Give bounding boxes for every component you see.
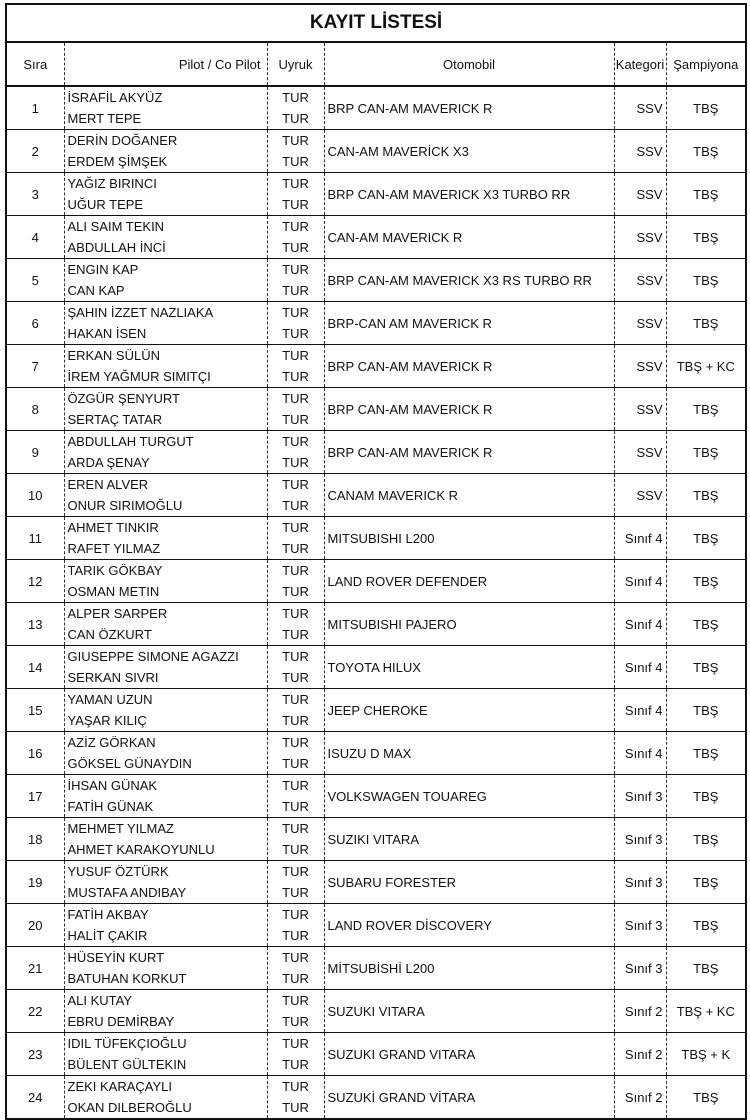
category: Sınıf 4 [614, 689, 666, 732]
copilot-name: YAŞAR KILIÇ [67, 713, 147, 728]
copilot-nationality: TUR [282, 1100, 309, 1115]
pilot-name: AHMET TINKIR [67, 520, 159, 535]
table-row [6, 990, 746, 1033]
crew-cell [64, 86, 267, 130]
copilot-nationality: TUR [282, 154, 309, 169]
entry-list-sheet [5, 3, 745, 1120]
entry-number: 24 [6, 1076, 64, 1120]
category: Sınıf 2 [614, 990, 666, 1033]
pilot-nationality: TUR [282, 993, 309, 1008]
nationality-cell [267, 603, 324, 646]
crew-cell [64, 474, 267, 517]
nationality-cell [267, 646, 324, 689]
copilot-name: RAFET YILMAZ [67, 541, 161, 556]
pilot-nationality: TUR [282, 950, 309, 965]
crew-cell [64, 904, 267, 947]
copilot-name: ABDULLAH İNCİ [67, 240, 166, 255]
table-row [6, 1076, 746, 1120]
entry-number: 10 [6, 474, 64, 517]
nationality-cell [267, 302, 324, 345]
car-model: MİTSUBİSHİ L200 [324, 947, 614, 990]
crew-cell [64, 302, 267, 345]
entry-number: 15 [6, 689, 64, 732]
championship: TBŞ [666, 560, 746, 603]
copilot-name: SERKAN SIVRI [67, 670, 159, 685]
copilot-nationality: TUR [282, 197, 309, 212]
crew-cell [64, 216, 267, 259]
table-row [6, 732, 746, 775]
pilot-nationality: TUR [282, 176, 309, 191]
championship: TBŞ + KC [666, 990, 746, 1033]
nationality-cell [267, 990, 324, 1033]
nationality-cell [267, 947, 324, 990]
nationality-cell [267, 775, 324, 818]
pilot-nationality: TUR [282, 1079, 309, 1094]
car-model: BRP CAN-AM MAVERICK R [324, 388, 614, 431]
category: SSV [614, 474, 666, 517]
copilot-nationality: TUR [282, 369, 309, 384]
copilot-nationality: TUR [282, 326, 309, 341]
entry-number: 6 [6, 302, 64, 345]
copilot-name: ERDEM ŞİMŞEK [67, 154, 168, 169]
championship: TBŞ [666, 732, 746, 775]
pilot-name: IDIL TÜFEKÇIOĞLU [67, 1036, 187, 1051]
pilot-nationality: TUR [282, 649, 309, 664]
pilot-nationality: TUR [282, 348, 309, 363]
crew-cell [64, 388, 267, 431]
header-kategori: Kategori [614, 42, 666, 86]
car-model: LAND ROVER DİSCOVERY [324, 904, 614, 947]
category: SSV [614, 302, 666, 345]
copilot-name: CAN ÖZKURT [67, 627, 152, 642]
car-model: MITSUBISHI L200 [324, 517, 614, 560]
crew-cell [64, 775, 267, 818]
table-row [6, 818, 746, 861]
entry-number: 12 [6, 560, 64, 603]
car-model: BRP CAN-AM MAVERICK X3 RS TURBO RR [324, 259, 614, 302]
entry-number: 4 [6, 216, 64, 259]
entry-number: 14 [6, 646, 64, 689]
table-row [6, 775, 746, 818]
copilot-name: AHMET KARAKOYUNLU [67, 842, 215, 857]
category: SSV [614, 130, 666, 173]
table-row [6, 689, 746, 732]
pilot-name: MEHMET YILMAZ [67, 821, 174, 836]
crew-cell [64, 689, 267, 732]
car-model: SUZIKI VITARA [324, 818, 614, 861]
car-model: JEEP CHEROKE [324, 689, 614, 732]
copilot-name: HAKAN İSEN [67, 326, 147, 341]
championship: TBŞ [666, 646, 746, 689]
header-otomobil: Otomobil [324, 42, 614, 86]
copilot-name: İREM YAĞMUR SIMITÇI [67, 369, 211, 384]
championship: TBŞ [666, 517, 746, 560]
category: SSV [614, 431, 666, 474]
pilot-nationality: TUR [282, 907, 309, 922]
championship: TBŞ [666, 130, 746, 173]
copilot-nationality: TUR [282, 455, 309, 470]
pilot-name: ŞAHIN İZZET NAZLIAKA [67, 305, 214, 320]
category: SSV [614, 216, 666, 259]
pilot-nationality: TUR [282, 606, 309, 621]
crew-cell [64, 345, 267, 388]
table-row [6, 302, 746, 345]
category: Sınıf 4 [614, 732, 666, 775]
copilot-name: ONUR SIRIMOĞLU [67, 498, 183, 513]
car-model: BRP CAN-AM MAVERICK R [324, 86, 614, 130]
table-row [6, 431, 746, 474]
championship: TBŞ [666, 173, 746, 216]
table-row [6, 216, 746, 259]
header-pilot: Pilot / Co Pilot [64, 42, 267, 86]
pilot-name: ÖZGÜR ŞENYURT [67, 391, 180, 406]
pilot-nationality: TUR [282, 1036, 309, 1051]
copilot-nationality: TUR [282, 713, 309, 728]
table-row [6, 904, 746, 947]
category: Sınıf 2 [614, 1033, 666, 1076]
crew-cell [64, 732, 267, 775]
championship: TBŞ [666, 474, 746, 517]
crew-cell [64, 259, 267, 302]
entry-number: 9 [6, 431, 64, 474]
copilot-name: OSMAN METIN [67, 584, 160, 599]
category: SSV [614, 173, 666, 216]
championship: TBŞ [666, 775, 746, 818]
pilot-name: ZEKI KARAÇAYLI [67, 1079, 173, 1094]
car-model: BRP CAN-AM MAVERICK R [324, 345, 614, 388]
pilot-nationality: TUR [282, 520, 309, 535]
pilot-nationality: TUR [282, 262, 309, 277]
copilot-name: BATUHAN KORKUT [67, 971, 187, 986]
copilot-name: CAN KAP [67, 283, 125, 298]
copilot-nationality: TUR [282, 756, 309, 771]
car-model: BRP CAN-AM MAVERICK R [324, 431, 614, 474]
pilot-name: AZİZ GÖRKAN [67, 735, 156, 750]
crew-cell [64, 517, 267, 560]
crew-cell [64, 173, 267, 216]
table-row [6, 1033, 746, 1076]
table-row [6, 345, 746, 388]
car-model: SUZUKİ GRAND VİTARA [324, 1076, 614, 1120]
car-model: TOYOTA HILUX [324, 646, 614, 689]
category: SSV [614, 388, 666, 431]
car-model: CAN-AM MAVERİCK X3 [324, 130, 614, 173]
copilot-name: MERT TEPE [67, 111, 142, 126]
pilot-name: EREN ALVER [67, 477, 149, 492]
nationality-cell [267, 1076, 324, 1120]
championship: TBŞ [666, 818, 746, 861]
car-model: SUBARU FORESTER [324, 861, 614, 904]
crew-cell [64, 861, 267, 904]
nationality-cell [267, 1033, 324, 1076]
championship: TBŞ [666, 216, 746, 259]
copilot-name: FATİH GÜNAK [67, 799, 154, 814]
copilot-name: SERTAÇ TATAR [67, 412, 163, 427]
category: Sınıf 2 [614, 1076, 666, 1120]
entry-list-table [5, 3, 747, 1120]
nationality-cell [267, 86, 324, 130]
pilot-name: TARIK GÖKBAY [67, 563, 163, 578]
entry-number: 5 [6, 259, 64, 302]
nationality-cell [267, 259, 324, 302]
copilot-nationality: TUR [282, 240, 309, 255]
crew-cell [64, 990, 267, 1033]
nationality-cell [267, 173, 324, 216]
pilot-name: YAĞIZ BIRINCI [67, 176, 157, 191]
car-model: BRP-CAN AM MAVERICK R [324, 302, 614, 345]
category: SSV [614, 86, 666, 130]
pilot-name: ERKAN SÜLÜN [67, 348, 160, 363]
pilot-nationality: TUR [282, 563, 309, 578]
championship: TBŞ [666, 947, 746, 990]
nationality-cell [267, 732, 324, 775]
nationality-cell [267, 216, 324, 259]
category: Sınıf 4 [614, 646, 666, 689]
nationality-cell [267, 904, 324, 947]
car-model: ISUZU D MAX [324, 732, 614, 775]
table-row [6, 474, 746, 517]
pilot-nationality: TUR [282, 434, 309, 449]
page-title: KAYIT LİSTESİ [6, 4, 746, 42]
copilot-name: EBRU DEMİRBAY [67, 1014, 175, 1029]
table-row [6, 560, 746, 603]
category: SSV [614, 259, 666, 302]
car-model: LAND ROVER DEFENDER [324, 560, 614, 603]
copilot-nationality: TUR [282, 1057, 309, 1072]
championship: TBŞ [666, 904, 746, 947]
pilot-name: ENGIN KAP [67, 262, 139, 277]
pilot-name: YAMAN UZUN [67, 692, 153, 707]
table-row [6, 86, 746, 130]
championship: TBŞ [666, 689, 746, 732]
pilot-nationality: TUR [282, 692, 309, 707]
championship: TBŞ [666, 259, 746, 302]
entry-number: 3 [6, 173, 64, 216]
nationality-cell [267, 818, 324, 861]
pilot-name: ALPER SARPER [67, 606, 168, 621]
crew-cell [64, 431, 267, 474]
pilot-name: İHSAN GÜNAK [67, 778, 158, 793]
pilot-name: HÜSEYİN KURT [67, 950, 165, 965]
copilot-name: GÖKSEL GÜNAYDIN [67, 756, 192, 771]
pilot-nationality: TUR [282, 821, 309, 836]
pilot-nationality: TUR [282, 391, 309, 406]
car-model: CANAM MAVERICK R [324, 474, 614, 517]
copilot-nationality: TUR [282, 283, 309, 298]
pilot-name: ALI SAIM TEKIN [67, 219, 165, 234]
pilot-nationality: TUR [282, 735, 309, 750]
entry-number: 17 [6, 775, 64, 818]
car-model: MITSUBISHI PAJERO [324, 603, 614, 646]
table-row [6, 173, 746, 216]
crew-cell [64, 818, 267, 861]
copilot-nationality: TUR [282, 928, 309, 943]
pilot-nationality: TUR [282, 219, 309, 234]
table-row [6, 130, 746, 173]
car-model: SUZUKI GRAND VITARA [324, 1033, 614, 1076]
copilot-nationality: TUR [282, 1014, 309, 1029]
header-sampiyona: Şampiyona [666, 42, 746, 86]
championship: TBŞ + KC [666, 345, 746, 388]
copilot-nationality: TUR [282, 498, 309, 513]
crew-cell [64, 560, 267, 603]
crew-cell [64, 646, 267, 689]
championship: TBŞ [666, 388, 746, 431]
car-model: SUZUKI VITARA [324, 990, 614, 1033]
entry-number: 20 [6, 904, 64, 947]
copilot-nationality: TUR [282, 627, 309, 642]
entry-number: 16 [6, 732, 64, 775]
crew-cell [64, 1076, 267, 1120]
copilot-nationality: TUR [282, 799, 309, 814]
pilot-nationality: TUR [282, 864, 309, 879]
category: Sınıf 3 [614, 775, 666, 818]
entry-number: 23 [6, 1033, 64, 1076]
crew-cell [64, 1033, 267, 1076]
crew-cell [64, 603, 267, 646]
copilot-name: UĞUR TEPE [67, 197, 144, 212]
table-row [6, 259, 746, 302]
championship: TBŞ [666, 302, 746, 345]
nationality-cell [267, 345, 324, 388]
header-sira: Sıra [6, 42, 64, 86]
copilot-name: BÜLENT GÜLTEKIN [67, 1057, 187, 1072]
pilot-name: ALI KUTAY [67, 993, 133, 1008]
entry-rows [6, 86, 746, 1119]
table-row [6, 517, 746, 560]
category: SSV [614, 345, 666, 388]
table-row [6, 388, 746, 431]
nationality-cell [267, 130, 324, 173]
copilot-nationality: TUR [282, 670, 309, 685]
copilot-nationality: TUR [282, 412, 309, 427]
copilot-nationality: TUR [282, 541, 309, 556]
pilot-nationality: TUR [282, 477, 309, 492]
copilot-name: ARDA ŞENAY [67, 455, 150, 470]
pilot-nationality: TUR [282, 90, 309, 105]
car-model: VOLKSWAGEN TOUAREG [324, 775, 614, 818]
category: Sınıf 4 [614, 560, 666, 603]
pilot-nationality: TUR [282, 778, 309, 793]
nationality-cell [267, 689, 324, 732]
nationality-cell [267, 388, 324, 431]
nationality-cell [267, 431, 324, 474]
category: Sınıf 3 [614, 818, 666, 861]
category: Sınıf 3 [614, 861, 666, 904]
table-row [6, 947, 746, 990]
championship: TBŞ [666, 431, 746, 474]
table-row [6, 603, 746, 646]
category: Sınıf 3 [614, 904, 666, 947]
championship: TBŞ [666, 86, 746, 130]
pilot-name: GIUSEPPE SIMONE AGAZZI [67, 649, 239, 664]
copilot-name: OKAN DILBEROĞLU [67, 1100, 192, 1115]
pilot-nationality: TUR [282, 133, 309, 148]
entry-number: 18 [6, 818, 64, 861]
championship: TBŞ + K [666, 1033, 746, 1076]
table-row [6, 646, 746, 689]
copilot-nationality: TUR [282, 111, 309, 126]
entry-number: 2 [6, 130, 64, 173]
entry-number: 13 [6, 603, 64, 646]
nationality-cell [267, 474, 324, 517]
copilot-name: MUSTAFA ANDIBAY [67, 885, 187, 900]
pilot-name: YUSUF ÖZTÜRK [67, 864, 169, 879]
copilot-name: HALİT ÇAKIR [67, 928, 148, 943]
pilot-name: FATİH AKBAY [67, 907, 149, 922]
entry-number: 7 [6, 345, 64, 388]
entry-number: 19 [6, 861, 64, 904]
copilot-nationality: TUR [282, 885, 309, 900]
car-model: BRP CAN-AM MAVERICK X3 TURBO RR [324, 173, 614, 216]
entry-number: 8 [6, 388, 64, 431]
pilot-name: DERİN DOĞANER [67, 133, 178, 148]
pilot-name: İSRAFİL AKYÜZ [67, 90, 163, 105]
category: Sınıf 3 [614, 947, 666, 990]
crew-cell [64, 947, 267, 990]
entry-number: 1 [6, 86, 64, 130]
championship: TBŞ [666, 603, 746, 646]
nationality-cell [267, 560, 324, 603]
table-row [6, 861, 746, 904]
copilot-nationality: TUR [282, 842, 309, 857]
pilot-name: ABDULLAH TURGUT [67, 434, 194, 449]
nationality-cell [267, 861, 324, 904]
copilot-nationality: TUR [282, 584, 309, 599]
entry-number: 21 [6, 947, 64, 990]
entry-number: 11 [6, 517, 64, 560]
championship: TBŞ [666, 861, 746, 904]
championship: TBŞ [666, 1076, 746, 1120]
crew-cell [64, 130, 267, 173]
category: Sınıf 4 [614, 517, 666, 560]
category: Sınıf 4 [614, 603, 666, 646]
car-model: CAN-AM MAVERICK R [324, 216, 614, 259]
pilot-nationality: TUR [282, 305, 309, 320]
entry-number: 22 [6, 990, 64, 1033]
header-uyruk: Uyruk [267, 42, 324, 86]
copilot-nationality: TUR [282, 971, 309, 986]
nationality-cell [267, 517, 324, 560]
